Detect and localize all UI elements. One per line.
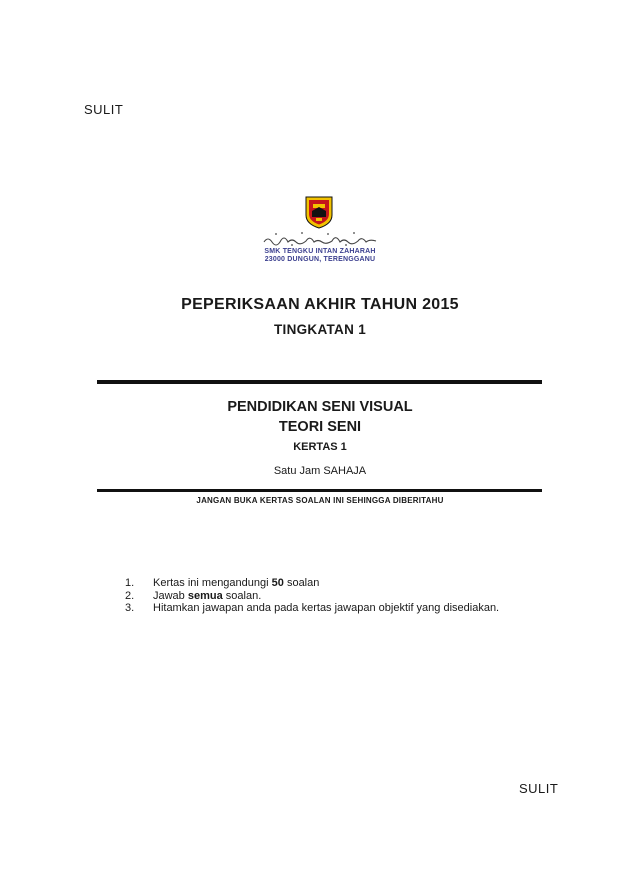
school-crest-icon — [304, 195, 334, 229]
paper-name: TEORI SENI — [278, 419, 362, 435]
instruction-text: Hitamkan jawapan anda pada kertas jawapan objektif yang disediakan. — [153, 602, 500, 614]
warning-notice: JANGAN BUKA KERTAS SOALAN INI SEHINGGA DIBERITAHU — [196, 496, 444, 505]
header-classification: SULIT — [84, 102, 124, 117]
instruction-number: 2. — [125, 589, 135, 602]
instruction-item — [125, 590, 499, 603]
form-level: TINGKATAN 1 — [273, 322, 367, 337]
divider-bottom — [97, 489, 542, 492]
instruction-item — [125, 577, 499, 590]
exam-duration: Satu Jam SAHAJA — [273, 465, 367, 477]
footer-classification: SULIT — [519, 781, 559, 796]
school-name: SMK TENGKU INTAN ZAHARAH — [264, 248, 376, 255]
instruction-item — [125, 602, 499, 615]
exam-title: PEPERIKSAAN AKHIR TAHUN 2015 — [181, 296, 459, 313]
instructions-list — [125, 577, 499, 615]
instruction-text: Kertas ini mengandungi 50 soalan — [153, 577, 320, 589]
subject-title: PENDIDIKAN SENI VISUAL — [227, 399, 413, 415]
instruction-text: Jawab semua soalan. — [153, 589, 262, 602]
school-address: 23000 DUNGUN, TERENGGANU — [264, 256, 376, 263]
instruction-number: 1. — [125, 577, 135, 589]
paper-number: KERTAS 1 — [293, 441, 347, 453]
instruction-number: 3. — [125, 602, 135, 614]
school-jawi-name — [262, 230, 378, 246]
divider-top — [97, 380, 542, 384]
